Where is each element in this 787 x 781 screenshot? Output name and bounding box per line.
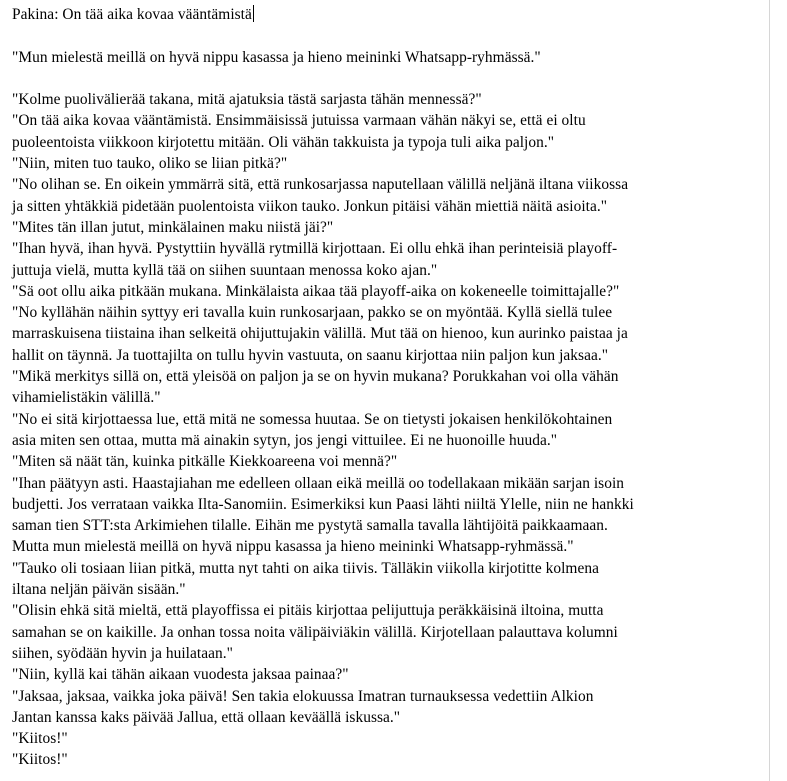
document-title: Pakina: On tää aika kovaa vääntämistä xyxy=(12,6,252,23)
document-text-area[interactable] xyxy=(12,4,768,771)
text-line: Jantan kanssa kaks päivää Jallua, että ollaan keväällä iskussa." xyxy=(12,708,401,726)
text-line: "Tauko oli tosiaan liian pitkä, mutta nyt tahti on aika tiivis. Tälläkin viikolla kirjotitte kolmena xyxy=(12,559,599,577)
body-text xyxy=(12,89,768,771)
text-line: budjetti. Jos verrataan vaikka Ilta-Sanomiin. Esimerkiksi kun Paasi lähti niiltä Ylelle, niin ne hankki xyxy=(12,495,634,513)
text-line: "Kiitos!" xyxy=(12,730,68,748)
text-line: "Kolme puolivälierää takana, mitä ajatuksia tästä sarjasta tähän mennessä?" xyxy=(12,91,482,109)
text-line: "Mites tän illan jutut, minkälainen maku niistä jäi?" xyxy=(12,218,334,236)
text-line: "Niin, miten tuo tauko, oliko se liian pitkä?" xyxy=(12,155,288,173)
text-line: marraskuisena tiistaina ihan selkeitä ohijuttujakin välillä. Mut tää on hienoo, kun aurinko paistaa ja xyxy=(12,325,628,343)
text-line: vihamielistäkin välillä." xyxy=(12,389,161,407)
text-line: "Jaksaa, jaksaa, vaikka joka päivä! Sen takia elokuussa Imatran turnauksessa vedettiin Alkion xyxy=(12,687,594,705)
page-edge xyxy=(769,0,770,781)
text-line: "Ihan hyvä, ihan hyvä. Pystyttiin hyvällä rytmillä kirjottaan. Ei ollu ehkä ihan perinteisiä playoff- xyxy=(12,240,618,258)
blank-line xyxy=(12,68,768,89)
text-line: "Kiitos!" xyxy=(12,751,68,769)
text-line: "No olihan se. En oikein ymmärrä sitä, että runkosarjassa naputellaan välillä neljänä iltana viikossa xyxy=(12,176,629,194)
text-line: "Niin, kyllä kai tähän aikaan vuodesta jaksaa painaa?" xyxy=(12,666,349,684)
text-line: ja sitten yhtäkkiä pidetään puolentoista viikon tauko. Jonkun pitäisi vähän miettiä näitä asioita." xyxy=(12,197,608,215)
text-line: hallit on täynnä. Ja tuottajilta on tullu hyvin vastuuta, on saanu kirjottaa niin paljon kun jaksaa." xyxy=(12,346,609,364)
text-line: asia miten sen ottaa, mutta mä ainakin sytyn, jos jengi vittuilee. Ei ne huonoille huuda." xyxy=(12,431,558,449)
text-line: "Olisin ehkä sitä mieltä, että playoffissa ei pitäis kirjottaa pelijuttuja peräkkäisinä iltoina, mutta xyxy=(12,602,604,620)
text-line: juttuja vielä, mutta kyllä tää on siihen suuntaan menossa koko ajan." xyxy=(12,261,438,279)
blank-line xyxy=(12,25,768,46)
text-line: puoleentoista viikkoon kirjotettu mitään. Oli vähän takkuista ja typoja tuli aika paljon." xyxy=(12,133,555,151)
text-line: "No kyllähän näihin syttyy eri tavalla kuin runkosarjaan, pakko se on myöntää. Kyllä siellä tulee xyxy=(12,304,613,322)
text-line: "Miten sä näät tän, kuinka pitkälle Kiekkoareena voi mennä?" xyxy=(12,453,398,471)
text-line: "No ei sitä kirjottaessa lue, että mitä ne somessa huutaa. Se on tietysti jokaisen henkilökohtainen xyxy=(12,410,613,428)
text-line: saman tien STT:sta Arkimiehen tilalle. Eihän me pystytä samalla tavalla lähtijöitä paikkaamaan. xyxy=(12,517,608,535)
text-line: "Mikä merkitys sillä on, että yleisöä on paljon ja se on hyvin mukana? Porukkahan voi olla vähän xyxy=(12,368,619,386)
document-title-line xyxy=(12,4,768,25)
text-line: samahan se on kaikille. Ja onhan tossa noita välipäiviäkin välillä. Kirjotellaan palauttava kolumni xyxy=(12,623,618,641)
text-line: siihen, syödään hyvin ja huilataan." xyxy=(12,644,233,662)
text-line: "Ihan päätyyn asti. Haastajiahan me edelleen ollaan eikä meillä oo todellakaan mikään sarjan isoin xyxy=(12,474,625,492)
text-line: iltana neljän päivän sisään." xyxy=(12,581,186,599)
text-line: Mutta mun mielestä meillä on hyvä nippu kasassa ja hieno meininki Whatsapp-ryhmässä." xyxy=(12,538,574,556)
text-cursor xyxy=(253,5,254,22)
intro-quote: "Mun mielestä meillä on hyvä nippu kasassa ja hieno meininki Whatsapp-ryhmässä." xyxy=(12,48,541,66)
text-line: "On tää aika kovaa vääntämistä. Ensimmäisissä jutuissa varmaan vähän näkyi se, että ei oltu xyxy=(12,112,586,130)
text-line: "Sä oot ollu aika pitkään mukana. Minkälaista aikaa tää playoff-aika on kokeneelle toimittajalle?" xyxy=(12,282,620,300)
